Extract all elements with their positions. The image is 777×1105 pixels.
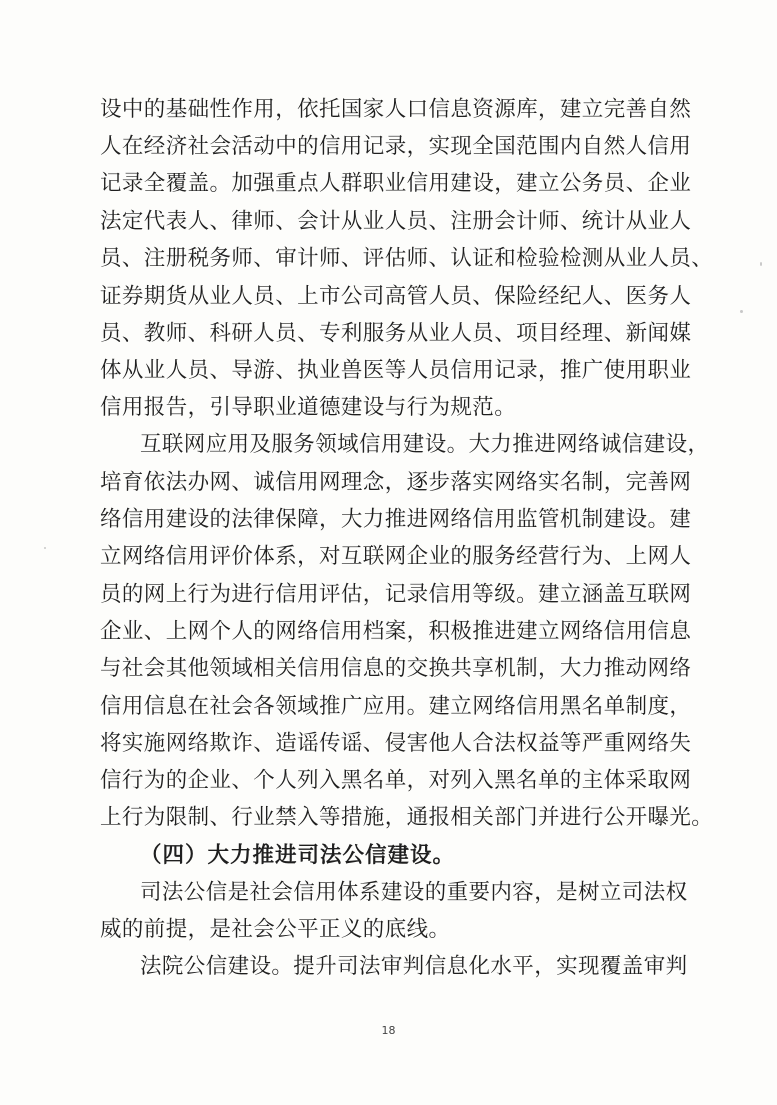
text-line: 记录全覆盖。加强重点人群职业信用建设，建立公务员、企业	[100, 171, 692, 196]
scan-speck	[44, 547, 46, 549]
text-line: 培育依法办网、诚信用网理念，逐步落实网络实名制，完善网	[100, 470, 692, 495]
text-line: 司法公信是社会信用体系建设的重要内容，是树立司法权	[140, 880, 688, 905]
text-line: 威的前提，是社会公平正义的底线。	[100, 917, 451, 942]
text-line: 互联网应用及服务领域信用建设。大力推进网络诚信建设，	[140, 432, 710, 457]
text-line: 上行为限制、行业禁入等措施，通报相关部门并进行公开曝光。	[100, 805, 714, 830]
page-number: 18	[381, 1024, 396, 1037]
text-line: 员的网上行为进行信用评估，记录信用等级。建立涵盖互联网	[100, 582, 692, 607]
text-line: 法院公信建设。提升司法审判信息化水平，实现覆盖审判	[140, 954, 688, 979]
text-line: 员、教师、科研人员、专利服务从业人员、项目经理、新闻媒	[100, 321, 692, 346]
text-line: 络信用建设的法律保障，大力推进网络信用监管机制建设。建	[100, 507, 692, 532]
text-line: 将实施网络欺诈、造谣传谣、侵害他人合法权益等严重网络失	[100, 731, 692, 756]
text-line: 与社会其他领域相关信用信息的交换共享机制，大力推动网络	[100, 656, 692, 681]
section-heading: （四）大力推进司法公信建设。	[140, 843, 456, 868]
scan-speck	[740, 310, 743, 313]
text-line: 体从业人员、导游、执业兽医等人员信用记录，推广使用职业	[100, 358, 692, 383]
text-line: 设中的基础性作用，依托国家人口信息资源库，建立完善自然	[100, 97, 692, 122]
text-line: 信用报告，引导职业道德建设与行为规范。	[100, 395, 517, 420]
text-line: 企业、上网个人的网络信用档案，积极推进建立网络信用信息	[100, 619, 692, 644]
section-heading-line	[140, 839, 685, 873]
text-line: 人在经济社会活动中的信用记录，实现全国范围内自然人信用	[100, 134, 692, 159]
scan-speck	[760, 262, 762, 266]
text-line: 法定代表人、律师、会计从业人员、注册会计师、统计从业人	[100, 209, 692, 234]
text-line: 信用信息在社会各领域推广应用。建立网络信用黑名单制度，	[100, 694, 692, 719]
text-line: 证券期货从业人员、上市公司高管人员、保险经纪人、医务人	[100, 284, 692, 309]
text-line: 立网络信用评价体系，对互联网企业的服务经营行为、上网人	[100, 544, 692, 569]
text-line: 信行为的企业、个人列入黑名单，对列入黑名单的主体采取网	[100, 768, 692, 793]
text-line: 员、注册税务师、审计师、评估师、认证和检验检测从业人员、	[100, 246, 714, 271]
